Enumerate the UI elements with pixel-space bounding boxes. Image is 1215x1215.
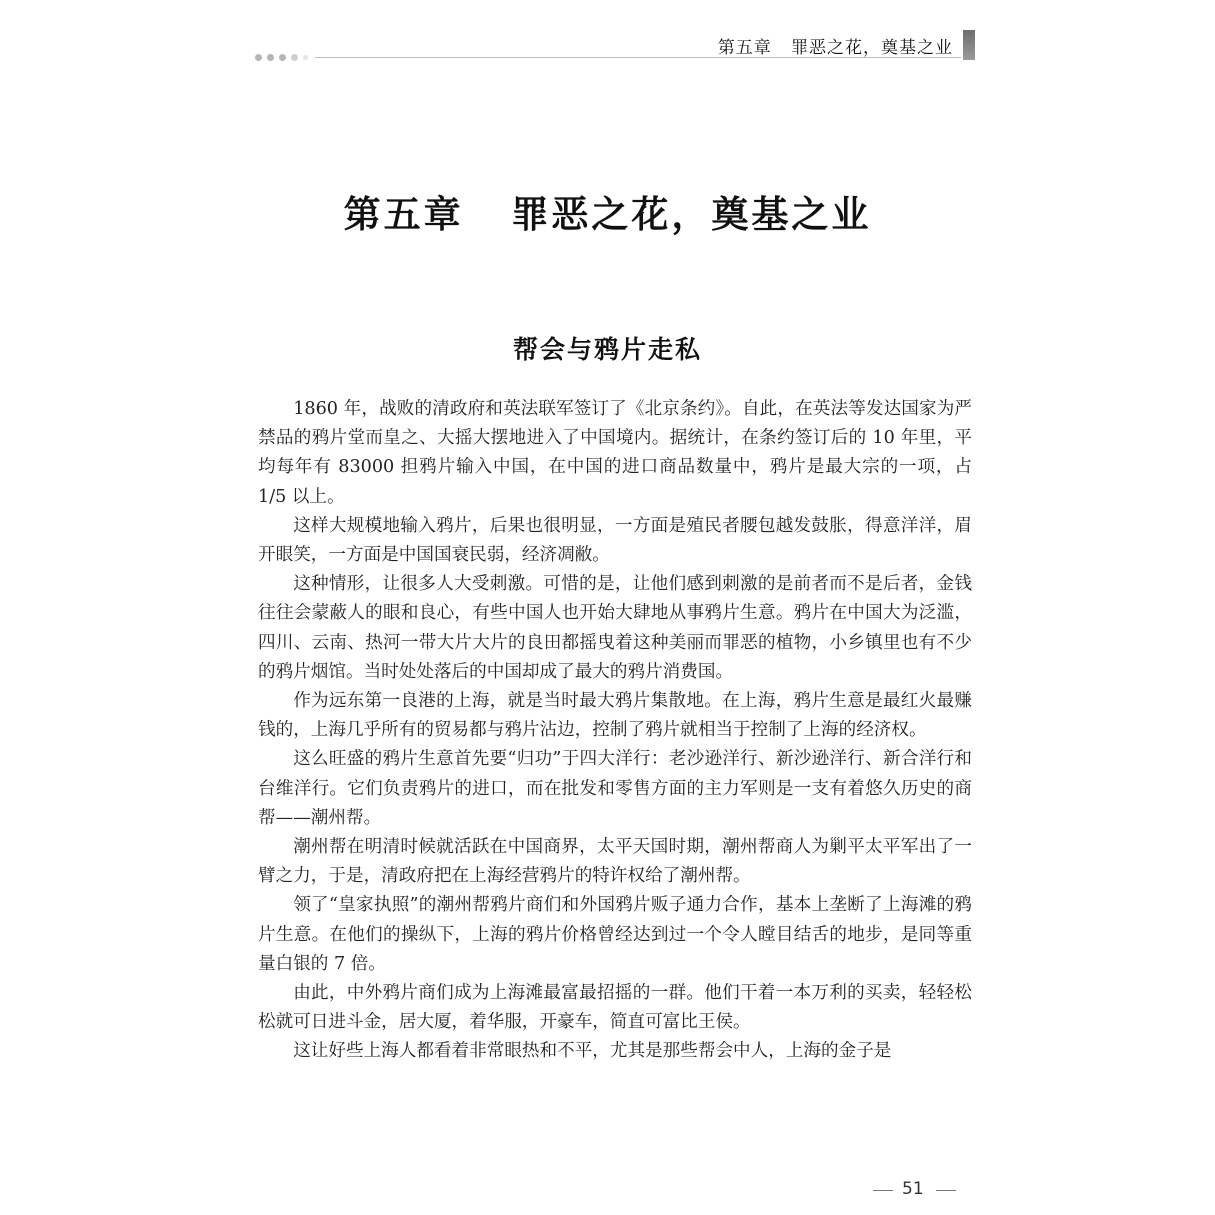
page-number: 51 (902, 1179, 924, 1199)
paragraph: 由此，中外鸦片商们成为上海滩最富最招摇的一群。他们干着一本万利的买卖，轻轻松松就可日进斗金，居大厦，着华服，开豪车，简直可富比王侯。 (258, 983, 972, 1033)
paragraph: 1860 年，战败的清政府和英法联军签订了《北京条约》。自此，在英法等发达国家为严禁品的鸦片堂而皇之、大摇大摆地进入了中国境内。据统计，在条约签订后的 10 年里，平均每年有 83000 担鸦片输入中国，在中国的进口商品数量中，鸦片是最大宗的一项，占 1/5 以上。 (258, 399, 972, 507)
paragraph: 领了“皇家执照”的潮州帮鸦片商们和外国鸦片贩子通力合作，基本上垄断了上海滩的鸦片生意。在他们的操纵下，上海的鸦片价格曾经达到过一个令人瞠目结舌的地步，是同等重量白银的 7 倍。 (258, 895, 972, 974)
body-text (258, 395, 972, 1067)
paragraph: 这让好些上海人都看着非常眼热和不平，尤其是那些帮会中人，上海的金子是 (293, 1041, 892, 1062)
chapter-title: 第五章 罪恶之花，奠基之业 (343, 192, 872, 236)
running-header (255, 30, 975, 60)
section-title: 帮会与鸦片走私 (512, 335, 702, 364)
running-title: 第五章 罪恶之花，奠基之业 (717, 38, 953, 58)
paragraph: 作为远东第一良港的上海，就是当时最大鸦片集散地。在上海，鸦片生意是最红火最赚钱的，上海几乎所有的贸易都与鸦片沾边，控制了鸦片就相当于控制了上海的经济权。 (258, 691, 972, 741)
header-tab-marker (963, 30, 975, 60)
paragraph: 这样大规模地输入鸦片，后果也很明显，一方面是殖民者腰包越发鼓胀，得意洋洋，眉开眼笑，一方面是中国国衰民弱，经济凋敝。 (258, 515, 972, 566)
header-dots-ornament (255, 54, 308, 61)
paragraph: 这么旺盛的鸦片生意首先要“归功”于四大洋行：老沙逊洋行、新沙逊洋行、新合洋行和台维洋行。它们负责鸦片的进口，而在批发和零售方面的主力军则是一支有着悠久历史的商帮——潮州帮。 (258, 749, 972, 828)
footer-dash-right (936, 1190, 956, 1191)
paragraph: 这种情形，让很多人大受刺激。可惜的是，让他们感到刺激的是前者而不是后者，金钱往往会蒙蔽人的眼和良心，有些中国人也开始大肆地从事鸦片生意。鸦片在中国大为泛滥，四川、云南、热河一带大片大片的良田都摇曳着这种美丽而罪恶的植物，小乡镇里也有不少的鸦片烟馆。当时处处落后的中国却成了最大的鸦片消费国。 (258, 574, 972, 682)
footer-dash-left (873, 1190, 893, 1191)
paragraph: 潮州帮在明清时候就活跃在中国商界，太平天国时期，潮州帮商人为剿平太平军出了一臂之力，于是，清政府把在上海经营鸦片的特许权给了潮州帮。 (258, 837, 972, 887)
